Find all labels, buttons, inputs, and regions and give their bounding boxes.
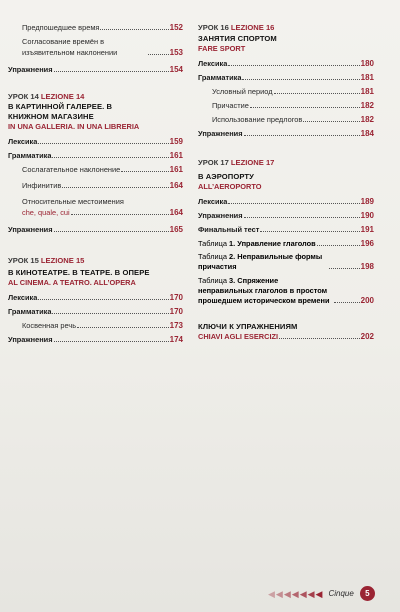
dot-leader — [317, 245, 360, 246]
toc-entry[interactable] — [8, 64, 183, 75]
toc-page-number: 198 — [360, 262, 374, 271]
dot-leader — [242, 79, 359, 80]
arrow-left-icon: ◀ — [283, 588, 291, 599]
toc-page-number: 181 — [360, 87, 374, 96]
dot-leader — [244, 217, 360, 218]
toc-entry-label: Лексика — [8, 137, 38, 146]
toc-entry[interactable] — [198, 114, 374, 125]
toc-entry-label: Инфинитив — [22, 181, 62, 190]
toc-entry-label: Использование предлогов — [212, 115, 303, 124]
toc-entry-label: Упражнения — [198, 129, 243, 138]
table-prefix: Таблица — [198, 276, 227, 285]
lesson-heading — [8, 255, 183, 266]
dot-leader — [260, 231, 359, 232]
arrow-left-icon: ◀ — [315, 588, 323, 599]
table-title: Спряжение неправильных глаголов в простом прошедшем историческом времени — [198, 276, 330, 305]
toc-page-number: 159 — [169, 137, 183, 146]
dot-leader — [38, 143, 168, 144]
table-prefix: Таблица — [198, 239, 227, 248]
toc-page-number: 161 — [169, 165, 183, 174]
lesson-title-ru: В КАРТИННОЙ ГАЛЕРЕЕ. В КНИЖНОМ МАГАЗИНЕ — [8, 102, 113, 121]
lesson-title-it: AL CINEMA. A TEATRO. ALL’OPERA — [8, 278, 136, 287]
toc-page-number: 196 — [360, 239, 374, 248]
lesson-number-ru: УРОК 14 — [8, 92, 39, 101]
dot-leader — [148, 54, 169, 55]
dot-leader — [121, 171, 168, 172]
dot-leader — [77, 327, 169, 328]
arrow-left-icon: ◀ — [299, 588, 307, 599]
lesson-title-it: IN UNA GALLERIA. IN UNA LIBRERIA — [8, 122, 140, 131]
dot-leader — [54, 231, 169, 232]
toc-entry-label: Грамматика — [198, 73, 242, 82]
lesson-number-it: LEZIONE 14 — [40, 92, 85, 101]
dot-leader — [62, 187, 168, 188]
dot-leader — [334, 302, 360, 303]
toc-entry-label: Упражнения — [198, 211, 243, 220]
toc-page-number: 170 — [169, 307, 183, 316]
toc-entry[interactable] — [8, 306, 183, 317]
decorative-arrows — [268, 589, 322, 599]
toc-page-number: 152 — [169, 23, 183, 32]
toc-entry[interactable] — [8, 224, 183, 235]
toc-page-number: 182 — [360, 101, 374, 110]
dot-leader — [38, 299, 168, 300]
toc-page-number: 184 — [360, 129, 374, 138]
toc-entry[interactable] — [8, 136, 183, 147]
page-number-badge: 5 — [360, 586, 375, 601]
italian-pronouns: che, quale, cui — [22, 208, 70, 217]
dot-leader — [244, 135, 360, 136]
toc-entry[interactable] — [8, 180, 183, 191]
lesson-number-ru: УРОК 15 — [8, 256, 39, 265]
toc-entry[interactable] — [8, 292, 183, 303]
toc-entry[interactable] — [198, 86, 374, 97]
toc-page-number: 189 — [360, 197, 374, 206]
toc-entry-label: Предпошедшее время — [22, 23, 100, 32]
dot-leader — [54, 341, 169, 342]
dot-leader — [52, 157, 168, 158]
dot-leader — [274, 93, 360, 94]
toc-entry[interactable] — [8, 36, 183, 58]
dot-leader — [228, 203, 359, 204]
lesson-number-it: LEZIONE 16 — [230, 23, 275, 32]
dot-leader — [52, 313, 168, 314]
toc-entry[interactable] — [198, 224, 374, 235]
toc-entry[interactable] — [198, 58, 374, 69]
toc-entry[interactable] — [8, 22, 183, 33]
toc-entry-label: Сослагательное наклонение — [22, 165, 121, 174]
lesson-title-ru: В КИНОТЕАТРЕ. В ТЕАТРЕ. В ОПЕРЕ — [8, 268, 150, 277]
lesson-heading — [198, 157, 374, 168]
toc-page-number: 182 — [360, 115, 374, 124]
table-number: 3. — [229, 276, 236, 285]
toc-entry-label: Упражнения — [8, 335, 53, 344]
table-number: 1. — [229, 239, 236, 248]
toc-entry[interactable] — [198, 210, 374, 221]
toc-entry-label: Упражнения — [8, 65, 53, 74]
keys-title-it: CHIAVI AGLI ESERCIZI — [198, 332, 279, 341]
toc-entry[interactable] — [198, 72, 374, 83]
toc-entry-label: Причастие — [212, 101, 249, 110]
table-number: 2. — [229, 252, 236, 261]
dot-leader — [54, 71, 169, 72]
toc-entry[interactable] — [8, 320, 183, 331]
dot-leader — [100, 29, 168, 30]
arrow-left-icon: ◀ — [268, 588, 275, 599]
table-title: Неправильные формы причастия — [198, 252, 323, 271]
lesson-title-ru: ЗАНЯТИЯ СПОРТОМ — [198, 34, 277, 43]
toc-page-number: 202 — [360, 332, 374, 341]
toc-entry[interactable] — [8, 334, 183, 345]
toc-page-number: 191 — [360, 225, 374, 234]
toc-entry[interactable] — [198, 276, 374, 306]
toc-entry-label: Лексика — [8, 293, 38, 302]
toc-entry-label: Согласование времён в изъявительном наклонении — [22, 37, 118, 57]
toc-page-number: 154 — [169, 65, 183, 74]
page-footer — [268, 586, 375, 601]
toc-page-number: 161 — [169, 151, 183, 160]
dot-leader — [279, 338, 360, 339]
toc-page-number: 181 — [360, 73, 374, 82]
lesson-number-it: LEZIONE 17 — [230, 158, 275, 167]
toc-page-number: 165 — [169, 225, 183, 234]
toc-entry-label: Лексика — [198, 197, 228, 206]
toc-entry-label: Грамматика — [8, 151, 52, 160]
lesson-heading — [8, 91, 183, 102]
toc-entry[interactable] — [198, 100, 374, 111]
toc-entry-label: Упражнения — [8, 225, 53, 234]
lesson-number-ru: УРОК 17 — [198, 158, 229, 167]
dot-leader — [71, 214, 169, 215]
toc-entry[interactable] — [198, 332, 374, 342]
table-title: Управление глаголов — [237, 239, 316, 248]
toc-entry[interactable] — [198, 128, 374, 139]
toc-page-number: 190 — [360, 211, 374, 220]
toc-entry-label: Относительные местоимения — [22, 197, 124, 206]
toc-entry[interactable] — [8, 196, 183, 218]
toc-entry-label: Грамматика — [8, 307, 52, 316]
toc-entry-label: Условный период — [212, 87, 273, 96]
toc-entry[interactable] — [198, 252, 374, 272]
toc-entry-label: Косвенная речь — [22, 321, 77, 330]
table-prefix: Таблица — [198, 252, 227, 261]
toc-page-number: 164 — [169, 181, 183, 190]
toc-entry[interactable] — [8, 150, 183, 161]
toc-page-number: 180 — [360, 59, 374, 68]
toc-entry[interactable] — [8, 164, 183, 175]
toc-entry[interactable] — [198, 238, 374, 249]
toc-entry-label: Лексика — [198, 59, 228, 68]
arrow-left-icon: ◀ — [307, 588, 315, 599]
arrow-left-icon: ◀ — [291, 588, 299, 599]
toc-page-number: 173 — [169, 321, 183, 330]
lesson-title-it: ALL’AEROPORTO — [198, 182, 262, 191]
arrow-left-icon: ◀ — [275, 588, 283, 599]
toc-page-number: 170 — [169, 293, 183, 302]
dot-leader — [228, 65, 359, 66]
toc-page-number: 153 — [169, 48, 183, 57]
lesson-title-it: FARE SPORT — [198, 44, 246, 53]
lesson-heading — [198, 22, 374, 33]
dot-leader — [329, 268, 360, 269]
toc-entry[interactable] — [198, 196, 374, 207]
toc-page-number: 200 — [360, 296, 374, 305]
lesson-title-ru: В АЭРОПОРТУ — [198, 172, 254, 181]
lesson-number-ru: УРОК 16 — [198, 23, 229, 32]
toc-page-number: 174 — [169, 335, 183, 344]
lesson-number-it: LEZIONE 15 — [40, 256, 85, 265]
dot-leader — [303, 121, 359, 122]
dot-leader — [250, 107, 360, 108]
page-word: Cinque — [328, 589, 354, 598]
toc-left-column — [8, 22, 183, 345]
toc-right-column — [198, 22, 374, 342]
toc-page-number: 164 — [169, 208, 183, 217]
toc-entry-label: Финальный тест — [198, 225, 260, 234]
keys-title-ru: КЛЮЧИ К УПРАЖНЕНИЯМ — [198, 322, 298, 331]
